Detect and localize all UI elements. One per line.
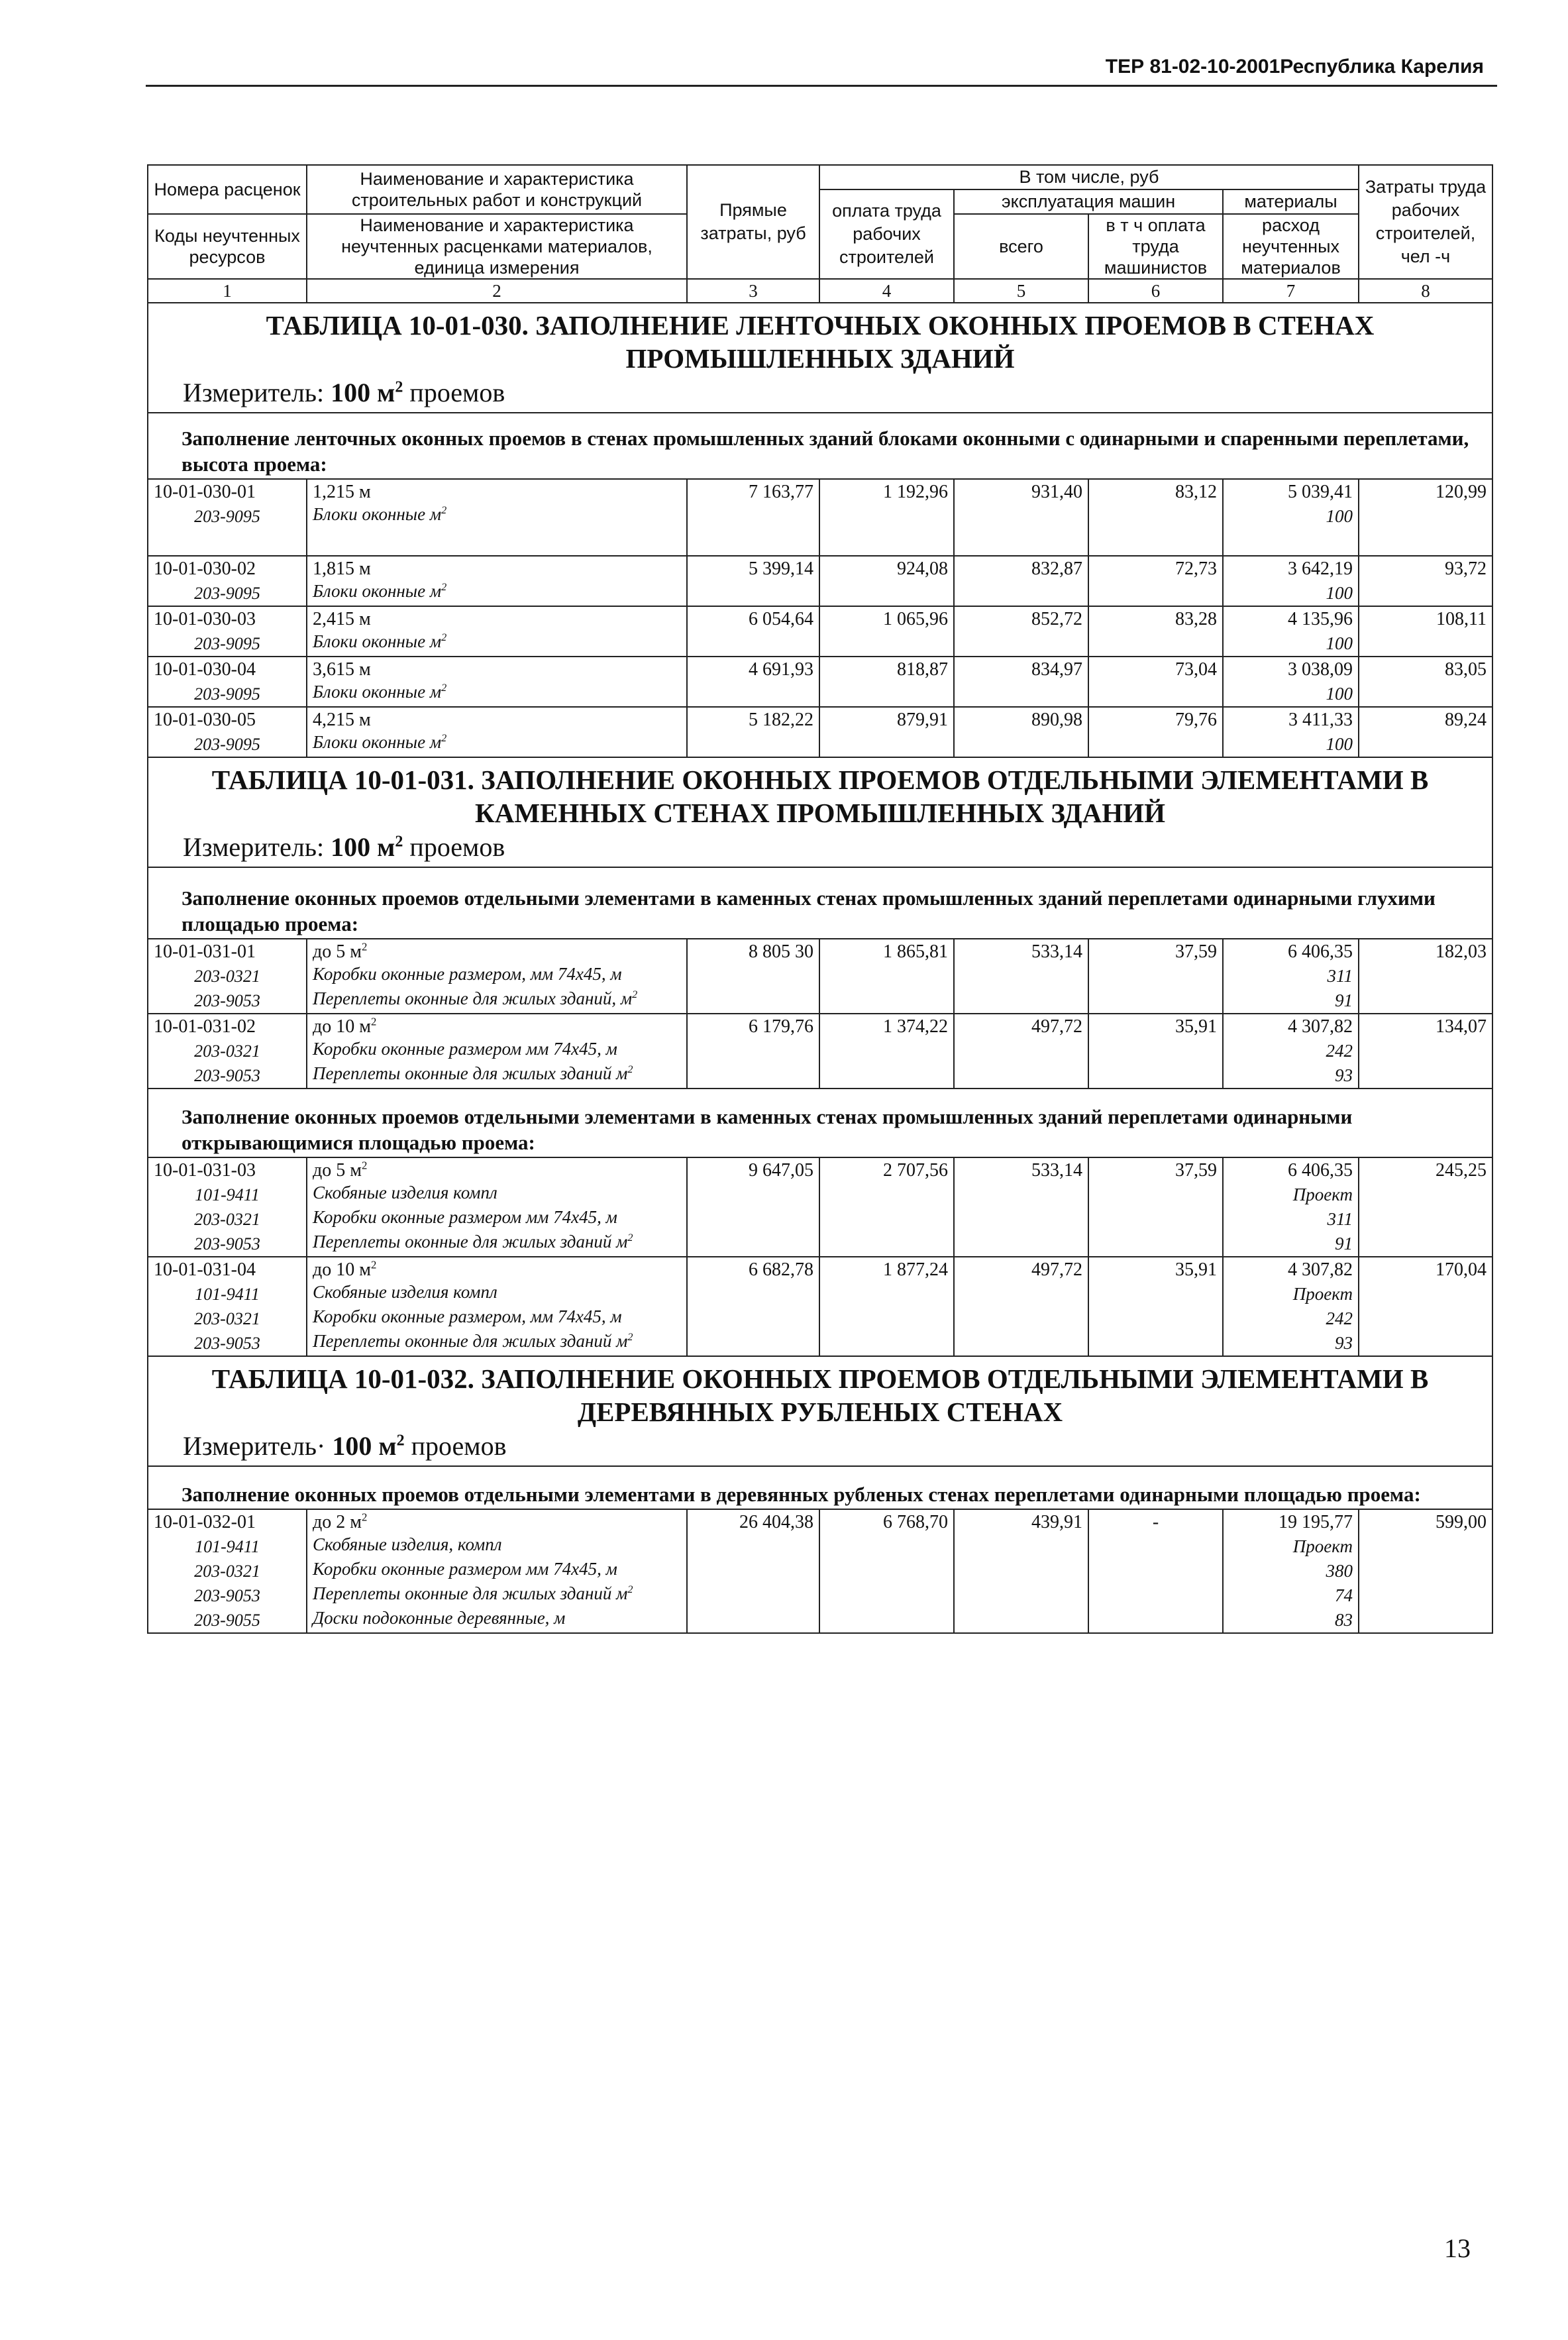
resource-qty: Проект bbox=[1223, 1534, 1359, 1559]
labor-hours: 245,25 bbox=[1359, 1157, 1492, 1183]
resource-row: 203-9053 Переплеты оконные для жилых зданий $м^2$ 91 bbox=[148, 1232, 1492, 1257]
resource-row bbox=[148, 1039, 1492, 1063]
materials: 6 406,35 bbox=[1223, 1157, 1359, 1183]
work-name: 3,615 м bbox=[307, 657, 687, 682]
labor-pay: 1 877,24 bbox=[819, 1257, 954, 1282]
resource-name: Блоки оконные м bbox=[313, 682, 442, 702]
work-name: 1,815 м bbox=[307, 556, 687, 581]
direct-cost: 5 182,22 bbox=[687, 707, 819, 732]
rate-row bbox=[148, 707, 1492, 732]
machinist-pay: 73,04 bbox=[1088, 657, 1223, 682]
resource-code: 203-9095 bbox=[148, 732, 307, 757]
resource-qty: 91 bbox=[1223, 1232, 1359, 1257]
col-header-machinist-pay: в т ч оплата труда машинистов bbox=[1088, 214, 1223, 279]
col-num: 2 bbox=[307, 279, 687, 303]
col-num: 1 bbox=[148, 279, 307, 303]
direct-cost: 6 179,76 bbox=[687, 1014, 819, 1039]
materials: 5 039,41 bbox=[1223, 479, 1359, 504]
section-title-row bbox=[148, 303, 1492, 413]
resource-name: Переплеты оконные для жилых зданий м bbox=[313, 1583, 628, 1603]
group-description-row bbox=[148, 1466, 1492, 1509]
labor-pay: 1 192,96 bbox=[819, 479, 954, 504]
resource-code: 101-9411 bbox=[148, 1534, 307, 1559]
labor-pay: 818,87 bbox=[819, 657, 954, 682]
rate-code: 10-01-030-03 bbox=[148, 606, 307, 631]
rate-row: 10-01-031-02 до 10 $м^2$ 6 179,76 1 374,22 497,72 35,91 4 307,82 134,07 bbox=[148, 1014, 1492, 1039]
col-num: 5 bbox=[954, 279, 1088, 303]
group-description: Заполнение оконных проемов отдельными элементами в каменных стенах промышленных зданий переплетами одинарными открывающимися площадью проема: bbox=[148, 1089, 1492, 1157]
col-num: 4 bbox=[819, 279, 954, 303]
labor-hours: 93,72 bbox=[1359, 556, 1492, 581]
group-description-row bbox=[148, 1089, 1492, 1157]
resource-code: 203-9055 bbox=[148, 1608, 307, 1633]
running-header bbox=[146, 52, 1497, 87]
col-header-labor-hours: Затраты труда рабочих строителей, чел -ч bbox=[1359, 165, 1492, 279]
col-header-group: В том числе, руб bbox=[819, 165, 1359, 189]
rates-table bbox=[147, 164, 1493, 1634]
rate-row bbox=[148, 556, 1492, 581]
labor-hours: 599,00 bbox=[1359, 1509, 1492, 1534]
work-name: до 5 м bbox=[313, 1160, 362, 1181]
rate-code: 10-01-030-05 bbox=[148, 707, 307, 732]
section-title: ТАБЛИЦА 10-01-032. ЗАПОЛНЕНИЕ ОКОННЫХ ПРОЕМОВ ОТДЕЛЬНЫМИ ЭЛЕМЕНТАМИ В ДЕРЕВЯННЫХ РУБЛЕНЫХ СТЕНАХ bbox=[211, 1363, 1429, 1427]
resource-qty: 242 bbox=[1223, 1039, 1359, 1063]
labor-hours: 108,11 bbox=[1359, 606, 1492, 631]
resource-row bbox=[148, 1534, 1492, 1559]
col-header-resource-codes: Коды неучтенных ресурсов bbox=[148, 214, 307, 279]
resource-code: 203-0321 bbox=[148, 1559, 307, 1583]
direct-cost: 6 682,78 bbox=[687, 1257, 819, 1282]
resource-name: Коробки оконные размером мм 74х45, м bbox=[307, 1559, 687, 1583]
machines-total: 439,91 bbox=[954, 1509, 1088, 1534]
col-header-material-name: Наименование и характеристика неучтенных расценками материалов, единица измерения bbox=[307, 214, 687, 279]
resource-code: 203-9095 bbox=[148, 504, 307, 556]
machinist-pay: 72,73 bbox=[1088, 556, 1223, 581]
col-num: 8 bbox=[1359, 279, 1492, 303]
materials: 3 038,09 bbox=[1223, 657, 1359, 682]
rate-row: 10-01-031-04 до 10 $м^2$ 6 682,78 1 877,24 497,72 35,91 4 307,82 170,04 bbox=[148, 1257, 1492, 1282]
measure-unit: Измеритель: 100 $м^2$ проемов bbox=[183, 378, 505, 407]
labor-pay: 924,08 bbox=[819, 556, 954, 581]
section-title: ТАБЛИЦА 10-01-030. ЗАПОЛНЕНИЕ ЛЕНТОЧНЫХ ОКОННЫХ ПРОЕМОВ В СТЕНАХ ПРОМЫШЛЕННЫХ ЗДАНИЙ bbox=[266, 310, 1375, 374]
resource-row: 203-9053 Переплеты оконные для жилых зданий $м^2$ 74 bbox=[148, 1583, 1492, 1608]
resource-row: 203-9095 Блоки оконные $м^2$ 100 bbox=[148, 504, 1492, 556]
resource-row bbox=[148, 1608, 1492, 1633]
labor-pay: 1 374,22 bbox=[819, 1014, 954, 1039]
labor-hours: 182,03 bbox=[1359, 939, 1492, 964]
work-name: 4,215 м bbox=[307, 707, 687, 732]
work-name: 1,215 м bbox=[307, 479, 687, 504]
rate-code: 10-01-030-04 bbox=[148, 657, 307, 682]
col-header-rate-numbers: Номера расценок bbox=[148, 165, 307, 214]
rate-code: 10-01-031-01 bbox=[148, 939, 307, 964]
resource-row: 203-9095 Блоки оконные $м^2$ 100 bbox=[148, 682, 1492, 707]
resource-code: 203-9095 bbox=[148, 631, 307, 657]
resource-name: Блоки оконные м bbox=[313, 732, 442, 752]
direct-cost: 6 054,64 bbox=[687, 606, 819, 631]
col-num: 3 bbox=[687, 279, 819, 303]
work-name: до 5 м bbox=[313, 941, 362, 962]
col-header-machines-total: всего bbox=[954, 214, 1088, 279]
machines-total: 931,40 bbox=[954, 479, 1088, 504]
resource-qty: 83 bbox=[1223, 1608, 1359, 1633]
resource-code: 203-9095 bbox=[148, 581, 307, 606]
machines-total: 852,72 bbox=[954, 606, 1088, 631]
resource-name: Коробки оконные размером, мм 74х45, м bbox=[307, 1306, 687, 1331]
resource-code: 101-9411 bbox=[148, 1183, 307, 1207]
labor-pay: 879,91 bbox=[819, 707, 954, 732]
resource-qty: 100 bbox=[1223, 504, 1359, 556]
resource-row: 203-9095 Блоки оконные $м^2$ 100 bbox=[148, 732, 1492, 757]
resource-name: Коробки оконные размером мм 74х45, м bbox=[307, 1207, 687, 1232]
labor-pay: 1 865,81 bbox=[819, 939, 954, 964]
materials: 3 642,19 bbox=[1223, 556, 1359, 581]
resource-row bbox=[148, 964, 1492, 988]
machines-total: 497,72 bbox=[954, 1014, 1088, 1039]
rate-row bbox=[148, 657, 1492, 682]
resource-code: 101-9411 bbox=[148, 1282, 307, 1306]
labor-hours: 120,99 bbox=[1359, 479, 1492, 504]
work-name: до 10 м bbox=[313, 1259, 371, 1280]
machinist-pay: 79,76 bbox=[1088, 707, 1223, 732]
machinist-pay: - bbox=[1088, 1509, 1223, 1534]
resource-name: Переплеты оконные для жилых зданий, м bbox=[313, 988, 633, 1008]
page-number: 13 bbox=[1444, 2233, 1471, 2263]
col-header-labor-pay: оплата труда рабочих строителей bbox=[819, 189, 954, 279]
resource-row: 203-9053 Переплеты оконные для жилых зданий, $м^2$ 91 bbox=[148, 988, 1492, 1014]
labor-hours: 134,07 bbox=[1359, 1014, 1492, 1039]
resource-qty: 91 bbox=[1223, 988, 1359, 1014]
direct-cost: 5 399,14 bbox=[687, 556, 819, 581]
resource-qty: 100 bbox=[1223, 732, 1359, 757]
resource-qty: 311 bbox=[1223, 964, 1359, 988]
resource-code: 203-9053 bbox=[148, 1232, 307, 1257]
col-header-materials: материалы bbox=[1223, 189, 1359, 214]
direct-cost: 26 404,38 bbox=[687, 1509, 819, 1534]
direct-cost: 4 691,93 bbox=[687, 657, 819, 682]
resource-code: 203-0321 bbox=[148, 1039, 307, 1063]
measure-unit: Измеритель: 100 $м^2$ проемов bbox=[183, 832, 505, 862]
document-title: ТЕР 81-02-10-2001Республика Карелия bbox=[1105, 56, 1484, 78]
group-description-row bbox=[148, 413, 1492, 479]
column-number-row bbox=[148, 279, 1492, 303]
labor-pay: 1 065,96 bbox=[819, 606, 954, 631]
materials: 3 411,33 bbox=[1223, 707, 1359, 732]
materials: 4 135,96 bbox=[1223, 606, 1359, 631]
resource-code: 203-0321 bbox=[148, 1207, 307, 1232]
rate-code: 10-01-031-03 bbox=[148, 1157, 307, 1183]
machinist-pay: 35,91 bbox=[1088, 1257, 1223, 1282]
resource-name: Блоки оконные м bbox=[313, 504, 442, 524]
resource-name: Скобяные изделия, компл bbox=[307, 1534, 687, 1559]
resource-name: Коробки оконные размером мм 74х45, м bbox=[307, 1039, 687, 1063]
materials: 4 307,82 bbox=[1223, 1014, 1359, 1039]
resource-name: Скобяные изделия компл bbox=[307, 1183, 687, 1207]
materials: 6 406,35 bbox=[1223, 939, 1359, 964]
resource-qty: Проект bbox=[1223, 1282, 1359, 1306]
rates-sheet bbox=[147, 164, 1492, 1634]
resource-row: 203-9053 Переплеты оконные для жилых зданий $м^2$ 93 bbox=[148, 1331, 1492, 1356]
resource-name: Скобяные изделия компл bbox=[307, 1282, 687, 1306]
rate-row: 10-01-031-01 до 5 $м^2$ 8 805 30 1 865,81 533,14 37,59 6 406,35 182,03 bbox=[148, 939, 1492, 964]
col-header-material-usage: расход неучтенных материалов bbox=[1223, 214, 1359, 279]
resource-code: 203-9053 bbox=[148, 1331, 307, 1356]
work-name: до 10 м bbox=[313, 1016, 371, 1037]
col-num: 6 bbox=[1088, 279, 1223, 303]
resource-row bbox=[148, 1183, 1492, 1207]
resource-qty: 93 bbox=[1223, 1331, 1359, 1356]
resource-code: 203-9053 bbox=[148, 1583, 307, 1608]
materials: 19 195,77 bbox=[1223, 1509, 1359, 1534]
machinist-pay: 37,59 bbox=[1088, 1157, 1223, 1183]
work-name: 2,415 м bbox=[307, 606, 687, 631]
section-title-row bbox=[148, 1356, 1492, 1466]
resource-name: Переплеты оконные для жилых зданий м bbox=[313, 1063, 628, 1083]
col-num: 7 bbox=[1223, 279, 1359, 303]
section-title-row bbox=[148, 757, 1492, 867]
machines-total: 834,97 bbox=[954, 657, 1088, 682]
resource-name: Переплеты оконные для жилых зданий м bbox=[313, 1232, 628, 1251]
resource-qty: 100 bbox=[1223, 581, 1359, 606]
resource-code: 203-0321 bbox=[148, 1306, 307, 1331]
direct-cost: 8 805 30 bbox=[687, 939, 819, 964]
rate-code: 10-01-031-04 bbox=[148, 1257, 307, 1282]
group-description: Заполнение оконных проемов отдельными элементами в каменных стенах промышленных зданий переплетами одинарными глухими площадью проема: bbox=[148, 867, 1492, 939]
rate-code: 10-01-032-01 bbox=[148, 1509, 307, 1534]
machines-total: 890,98 bbox=[954, 707, 1088, 732]
direct-cost: 7 163,77 bbox=[687, 479, 819, 504]
resource-code: 203-9053 bbox=[148, 1063, 307, 1089]
resource-qty: 311 bbox=[1223, 1207, 1359, 1232]
resource-qty: 74 bbox=[1223, 1583, 1359, 1608]
resource-name: Блоки оконные м bbox=[313, 581, 442, 601]
rate-code: 10-01-031-02 bbox=[148, 1014, 307, 1039]
resource-row: 203-9095 Блоки оконные $м^2$ 100 bbox=[148, 631, 1492, 657]
machines-total: 533,14 bbox=[954, 1157, 1088, 1183]
rate-row bbox=[148, 606, 1492, 631]
group-description: Заполнение оконных проемов отдельными элементами в деревянных рубленых стенах переплетами одинарными площадью проема: bbox=[148, 1466, 1492, 1509]
resource-name: Коробки оконные размером, мм 74х45, м bbox=[307, 964, 687, 988]
labor-hours: 83,05 bbox=[1359, 657, 1492, 682]
rate-code: 10-01-030-02 bbox=[148, 556, 307, 581]
rate-code: 10-01-030-01 bbox=[148, 479, 307, 504]
resource-qty: 242 bbox=[1223, 1306, 1359, 1331]
labor-hours: 170,04 bbox=[1359, 1257, 1492, 1282]
col-header-work-name: Наименование и характеристика строительных работ и конструкций bbox=[307, 165, 687, 214]
machinist-pay: 83,28 bbox=[1088, 606, 1223, 631]
group-description: Заполнение ленточных оконных проемов в стенах промышленных зданий блоками оконными с одинарными и спаренными переплетами, высота проема: bbox=[148, 413, 1492, 479]
resource-name: Блоки оконные м bbox=[313, 631, 442, 651]
machinist-pay: 37,59 bbox=[1088, 939, 1223, 964]
resource-code: 203-0321 bbox=[148, 964, 307, 988]
rate-row bbox=[148, 479, 1492, 504]
resource-code: 203-9095 bbox=[148, 682, 307, 707]
group-description-row bbox=[148, 867, 1492, 939]
rate-row: 10-01-031-03 до 5 $м^2$ 9 647,05 2 707,56 533,14 37,59 6 406,35 245,25 bbox=[148, 1157, 1492, 1183]
resource-qty: 93 bbox=[1223, 1063, 1359, 1089]
resource-row bbox=[148, 1282, 1492, 1306]
resource-qty: 100 bbox=[1223, 682, 1359, 707]
machinist-pay: 83,12 bbox=[1088, 479, 1223, 504]
resource-row bbox=[148, 1559, 1492, 1583]
direct-cost: 9 647,05 bbox=[687, 1157, 819, 1183]
work-name: до 2 м bbox=[313, 1512, 362, 1532]
labor-hours: 89,24 bbox=[1359, 707, 1492, 732]
machinist-pay: 35,91 bbox=[1088, 1014, 1223, 1039]
measure-unit: Измеритель· 100 $м^2$ проемов bbox=[183, 1431, 507, 1461]
col-header-machines: эксплуатация машин bbox=[954, 189, 1223, 214]
resource-code: 203-9053 bbox=[148, 988, 307, 1014]
resource-row bbox=[148, 1207, 1492, 1232]
materials: 4 307,82 bbox=[1223, 1257, 1359, 1282]
resource-name: Доски подоконные деревянные, м bbox=[307, 1608, 687, 1633]
resource-row bbox=[148, 1306, 1492, 1331]
col-header-direct-costs: Прямые затраты, руб bbox=[687, 165, 819, 279]
labor-pay: 2 707,56 bbox=[819, 1157, 954, 1183]
resource-name: Переплеты оконные для жилых зданий м bbox=[313, 1331, 628, 1351]
column-header-row-1 bbox=[148, 165, 1492, 189]
resource-row: 203-9095 Блоки оконные $м^2$ 100 bbox=[148, 581, 1492, 606]
machines-total: 832,87 bbox=[954, 556, 1088, 581]
resource-qty: 100 bbox=[1223, 631, 1359, 657]
machines-total: 497,72 bbox=[954, 1257, 1088, 1282]
section-title: ТАБЛИЦА 10-01-031. ЗАПОЛНЕНИЕ ОКОННЫХ ПРОЕМОВ ОТДЕЛЬНЫМИ ЭЛЕМЕНТАМИ В КАМЕННЫХ СТЕНАХ ПРОМЫШЛЕННЫХ ЗДАНИЙ bbox=[211, 765, 1429, 828]
machines-total: 533,14 bbox=[954, 939, 1088, 964]
labor-pay: 6 768,70 bbox=[819, 1509, 954, 1534]
resource-row: 203-9053 Переплеты оконные для жилых зданий $м^2$ 93 bbox=[148, 1063, 1492, 1089]
resource-qty: Проект bbox=[1223, 1183, 1359, 1207]
rate-row: 10-01-032-01 до 2 $м^2$ 26 404,38 6 768,70 439,91 - 19 195,77 599,00 bbox=[148, 1509, 1492, 1534]
resource-qty: 380 bbox=[1223, 1559, 1359, 1583]
